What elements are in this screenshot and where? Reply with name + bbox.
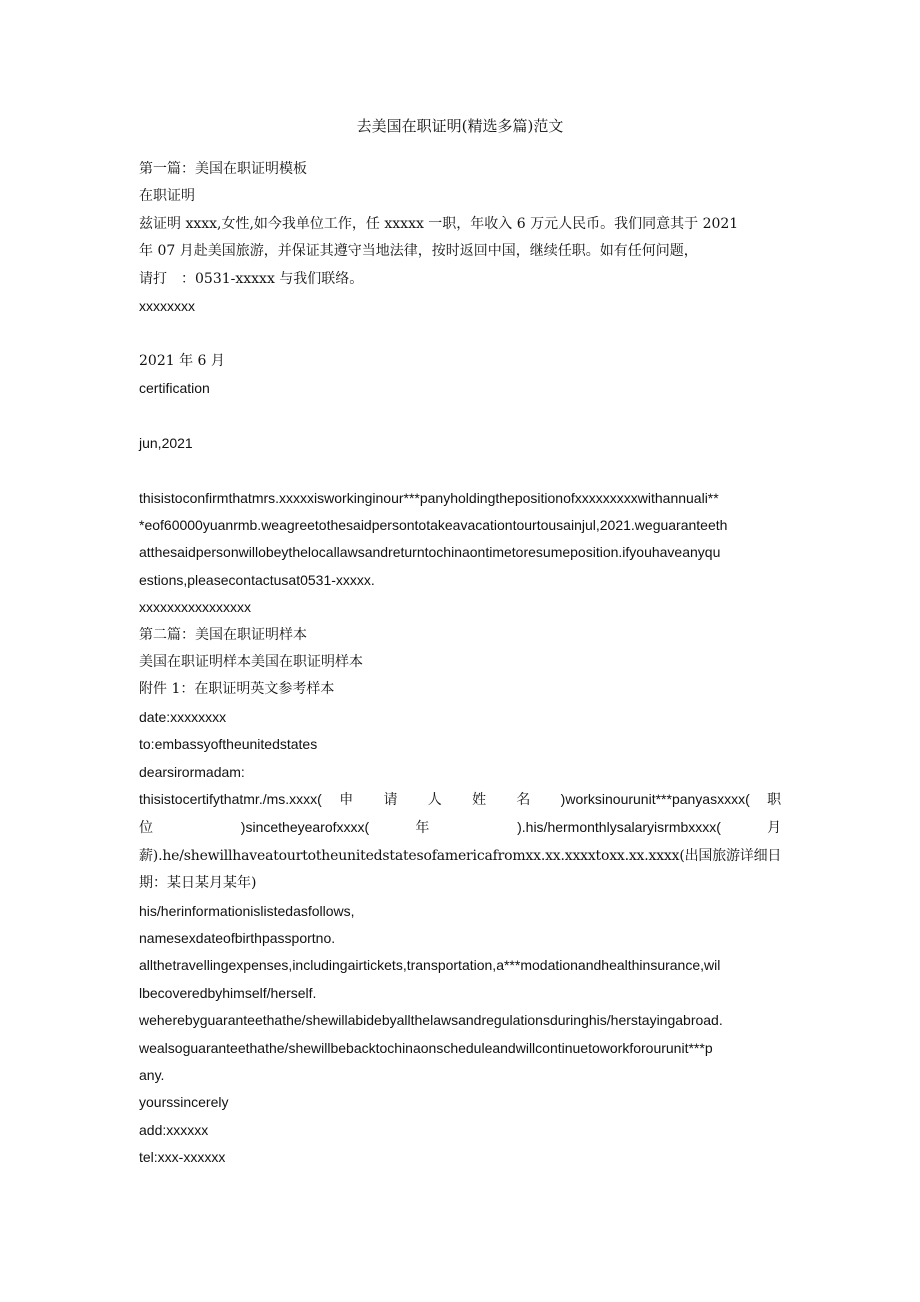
part2-fields-line: namesexdateofbirthpassportno. [139,929,336,946]
part2-certify-line-1: thisistocertifythatmr./ms.xxxx( 申 请 人 姓 名 )worksinourunit***panyasxxxx( 职 [139,790,782,808]
part2-salutation: dearsirormadam: [139,763,245,780]
part1-en-body-line-1: thisistoconfirmthatmrs.xxxxxisworkinginour***panyholdingthepositionofxxxxxxxxxwithannuali** [139,489,719,506]
spacer [139,457,781,484]
part1-body-line-1: 兹证明 xxxx,女性,如今我单位工作，任 xxxxx 一职，年收入 6 万元人民币。我们同意其于 2021 [139,215,739,232]
part2-expenses-line-1: allthetravellingexpenses,includingairtickets,transportation,a***modationandhealthinsurance,wil [139,957,721,974]
part1-subheading: 在职证明 [139,188,195,205]
part2-attachment: 附件 1：在职证明英文参考样本 [139,681,335,698]
part2-subheading: 美国在职证明样本美国在职证明样本 [139,654,363,671]
part2-heading: 第二篇：美国在职证明样本 [139,626,307,643]
part1-en-body-line-2: *eof60000yuanrmb.weagreetothesaidpersontotakeavacationtourtousainjul,2021.weguaranteeth [139,517,728,534]
part2-certify-line-2: 位 )sincetheyearofxxxx( 年 ).his/hermonthlysalaryisrmbxxxx( 月 [139,819,782,837]
document-body [139,156,781,1171]
part2-info-line: his/herinformationislistedasfollows, [139,902,355,919]
part1-heading: 第一篇：美国在职证明模板 [139,161,307,177]
part2-certify-line-4: 期：某日某月某年) [139,875,257,892]
part1-signer: xxxxxxxx [139,297,195,314]
part1-date-cn: 2021 年 6 月 [139,352,225,369]
document-title: 去美国在职证明(精选多篇)范文 [356,117,564,135]
part1-en-body-line-3: atthesaidpersonwillobeythelocallawsandreturntochinaontimetoresumeposition.ifyouhaveanyqu [139,544,721,561]
part1-body-line-3: 请打 ：0531-xxxxx 与我们联络。 [139,270,364,287]
part2-to: to:embassyoftheunitedstates [139,736,318,753]
part2-date: date:xxxxxxxx [139,708,227,725]
part2-add: add:xxxxxx [139,1121,209,1138]
part2-certify-line-3: 薪).he/shewillhaveatourtotheunitedstatesofamericafromxx.xx.xxxxtoxx.xx.xxxx(出国旅游详细日 [139,847,782,864]
part2-expenses-line-2: lbecoveredbyhimself/herself. [139,984,317,1001]
part1-en-title: certification [139,380,210,397]
spacer [139,403,781,430]
part1-body-line-2: 年 07 月赴美国旅游，并保证其遵守当地法律，按时返回中国，继续任职。如有任何问题， [139,243,698,260]
part2-return-line-2: any. [139,1066,165,1083]
part2-tel: tel:xxx-xxxxxx [139,1149,226,1166]
part1-en-body-line-4: estions,pleasecontactusat0531-xxxxx. [139,571,375,588]
spacer [139,320,781,347]
part2-abide-line: weherebyguaranteethathe/shewillabidebyallthelawsandregulationsduringhis/herstayingabroad. [139,1012,723,1029]
part1-en-signer: xxxxxxxxxxxxxxxx [139,599,251,616]
part1-en-date: jun,2021 [139,434,193,451]
part2-return-line-1: wealsoguaranteethathe/shewillbebacktochinaonscheduleandwillcontinuetoworkforourunit***p [139,1039,713,1056]
part2-closing: yourssincerely [139,1094,229,1111]
